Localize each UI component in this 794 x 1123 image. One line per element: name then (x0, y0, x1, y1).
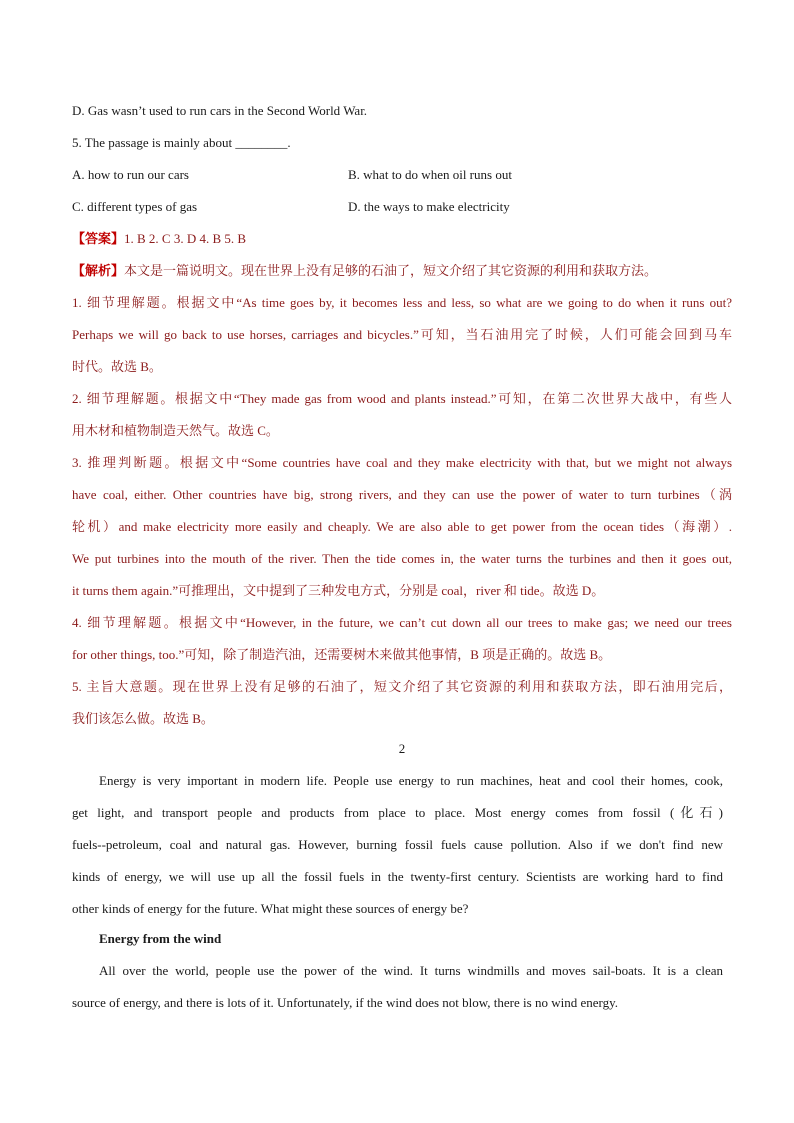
passage-line: fuels--petroleum, coal and natural gas. However, burning fossil fuels cause pollution. Also if we don't find new (72, 837, 723, 852)
analysis-line: 3. 推理判断题。根据文中“Some countries have coal and they make electricity with that, but we might not always (72, 455, 732, 470)
analysis-line: 时代。故选 B。 (72, 359, 162, 374)
analysis-label: 【解析】 (72, 263, 125, 278)
answer-text: 1. B 2. C 3. D 4. B 5. B (124, 231, 247, 246)
analysis-line: 2. 细节理解题。根据文中“They made gas from wood and plants instead.”可知，在第二次世界大战中，有些人 (72, 391, 732, 406)
analysis-line: 用木材和植物制造天然气。故选 C。 (72, 423, 279, 438)
analysis-line: 4. 细节理解题。根据文中“However, in the future, we can’t cut down all our trees to make gas; we need our trees (72, 615, 732, 630)
q4-option-d: D. Gas wasn’t used to run cars in the Second World War. (72, 103, 368, 118)
analysis-intro: 本文是一篇说明文。现在世界上没有足够的石油了，短文介绍了其它资源的利用和获取方法。 (124, 263, 658, 278)
analysis-line: for other things, too.”可知，除了制造汽油，还需要树木来做其他事情，B 项是正确的。故选 B。 (72, 647, 612, 662)
passage-line: kinds of energy, we will use up all the fossil fuels in the twenty-first century. Scientists are working hard to find (72, 869, 723, 884)
passage-line: source of energy, and there is lots of it. Unfortunately, if the wind does not blow, there is no wind energy. (72, 995, 618, 1010)
q5-stem: 5. The passage is mainly about ________. (72, 135, 291, 150)
analysis-line: it turns them again.”可推理出，文中提到了三种发电方式，分别是 coal，river 和 tide。故选 D。 (72, 583, 605, 598)
analysis-line: 1. 细节理解题。根据文中“As time goes by, it becomes less and less, so what are we going to do when it runs out? (72, 295, 732, 310)
q5-option-c: C. different types of gas (72, 199, 198, 214)
analysis-intro-line (72, 262, 732, 280)
analysis-line: 我们该怎么做。故选 B。 (72, 711, 214, 726)
answer-label: 【答案】 (72, 231, 125, 246)
analysis-line: 5. 主旨大意题。现在世界上没有足够的石油了，短文介绍了其它资源的利用和获取方法，即石油用完后， (72, 679, 732, 694)
q5-option-d: D. the ways to make electricity (348, 199, 510, 214)
passage-line: All over the world, people use the power of the wind. It turns windmills and moves sail-boats. It is a clean (99, 963, 723, 978)
passage-line: get light, and transport people and products from place to place. Most energy comes from fossil (化石) (72, 805, 723, 820)
analysis-line: have coal, either. Other countries have big, strong rivers, and they can use the power of water to turn turbines（涡 (72, 487, 732, 502)
answer-line (72, 230, 732, 248)
analysis-line: Perhaps we will go back to use horses, carriages and bicycles.”可知，当石油用完了时候，人们可能会回到马车 (72, 327, 732, 342)
section-number: 2 (398, 741, 406, 756)
analysis-line: 轮机）and make electricity more easily and cheaply. We are also able to get power from the ocean tides（海潮）. (72, 519, 732, 534)
analysis-line: We put turbines into the mouth of the river. Then the tide comes in, the water turns the turbines and then it goes out, (72, 551, 732, 566)
q5-option-a: A. how to run our cars (72, 167, 189, 182)
passage-line: other kinds of energy for the future. What might these sources of energy be? (72, 901, 469, 916)
q5-option-b: B. what to do when oil runs out (348, 167, 512, 182)
passage-line: Energy is very important in modern life. People use energy to run machines, heat and cool their homes, cook, (99, 773, 723, 788)
section-heading: Energy from the wind (99, 931, 222, 946)
